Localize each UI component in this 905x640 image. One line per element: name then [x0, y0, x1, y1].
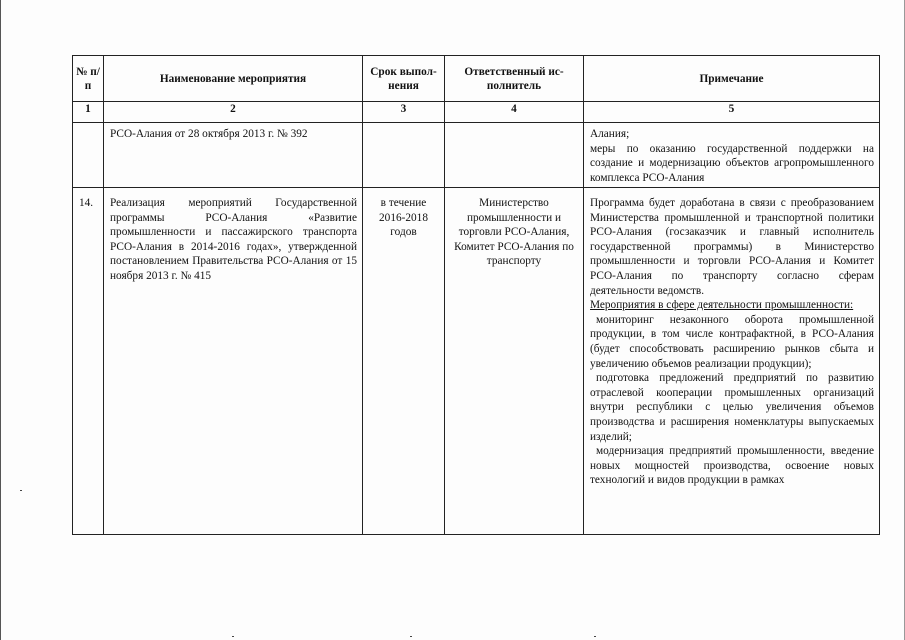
cell-name: Реализация мероприятий Государственной программы РСО-Алания «Развитие промышленности и пассажирского транспорта РСО-Алания в 2014-2016 годах», утвержденной постановлением Правительства РСО-Алания от 15 ноября 2013 г. № 415	[104, 188, 363, 535]
scan-speck	[20, 490, 22, 491]
cell-num: 14.	[73, 188, 104, 535]
column-number: 1	[73, 102, 104, 123]
cell-note	[584, 123, 880, 188]
cell-term	[363, 123, 445, 188]
scan-speck	[594, 636, 596, 637]
header-responsible: Ответственный ис-полнитель	[445, 56, 584, 102]
table-header-row	[73, 56, 880, 102]
column-number: 4	[445, 102, 584, 123]
cell-responsible	[445, 123, 584, 188]
header-name: Наименование мероприятия	[104, 56, 363, 102]
scan-left-edge	[0, 0, 1, 640]
header-term: Срок выпол-нения	[363, 56, 445, 102]
table-row	[73, 188, 880, 535]
cell-term: в течение 2016-2018 годов	[363, 188, 445, 535]
column-number: 2	[104, 102, 363, 123]
measures-table	[72, 55, 880, 535]
note-paragraph: модернизация предприятий промышленности, введение новых мощностей производства, освоение новых технологий и видов продукции в рамках	[590, 445, 874, 487]
cell-name: РСО-Алания от 28 октября 2013 г. № 392	[104, 123, 363, 188]
note-paragraph: меры по оказанию государственной поддержки на создание и модернизацию объектов агропромышленного комплекса РСО-Алания	[590, 142, 874, 184]
header-num: № п/п	[73, 56, 104, 102]
cell-responsible: Министерство промышленности и торговли РСО-Алания, Комитет РСО-Алания по транспорту	[445, 188, 584, 535]
note-section-heading: Мероприятия в сфере деятельности промышленности:	[590, 299, 854, 312]
column-number: 5	[584, 102, 880, 123]
note-paragraph: Программа будет доработана в связи с преобразованием Министерства промышленной и транспортной политики РСО-Алания (госзаказчик и главный исполнитель государственной программы) в Министерство промышленности и торговли РСО-Алания и Комитет РСО-Алания по транспорту согласно сферам деятельности ведомств.	[590, 197, 874, 297]
header-note: Примечание	[584, 56, 880, 102]
table-row	[73, 123, 880, 188]
note-paragraph: подготовка предложений предприятий по развитию отраслевой кооперации промышленных организаций внутри республики с целью увеличения объемов производства и расширения номенклатуры выпускаемых изделий;	[590, 372, 874, 443]
cell-note	[584, 188, 880, 535]
note-paragraph: Алания;	[590, 128, 630, 140]
cell-num	[73, 123, 104, 188]
column-number-row	[73, 102, 880, 123]
column-number: 3	[363, 102, 445, 123]
scan-speck	[410, 636, 412, 637]
scan-speck	[232, 636, 234, 637]
note-paragraph: мониторинг незаконного оборота промышленной продукции, в том числе контрафактной, в РСО-Алания (будет способствовать расширению рынков сбыта и увеличению объемов реализации продукции);	[590, 313, 874, 370]
